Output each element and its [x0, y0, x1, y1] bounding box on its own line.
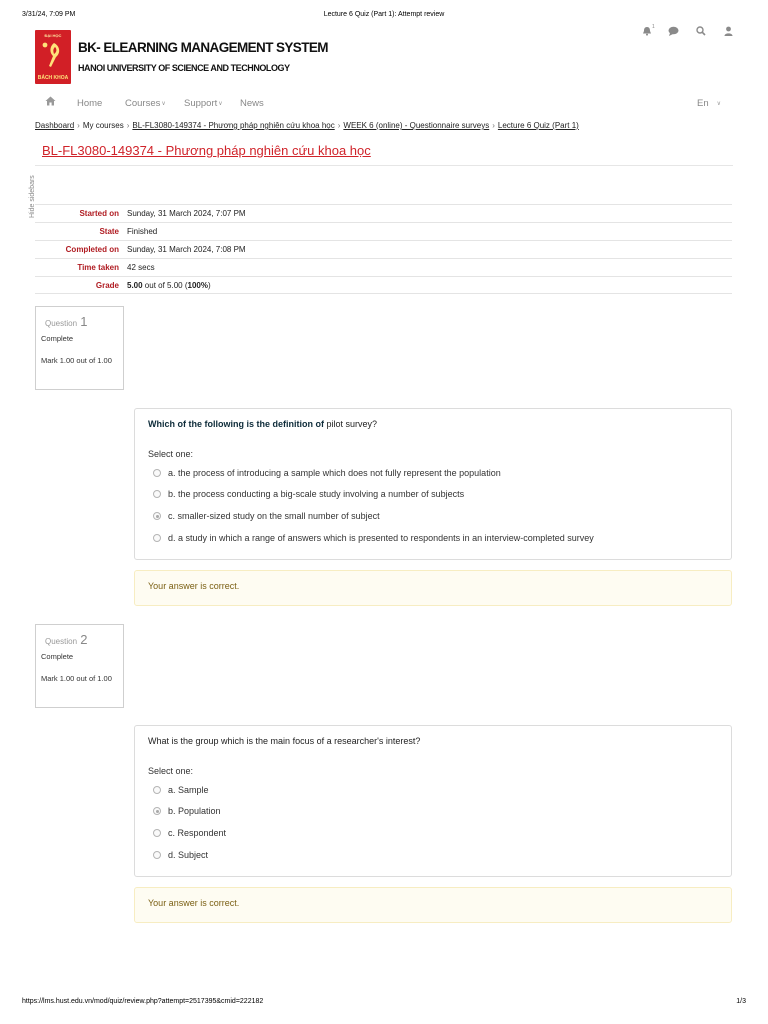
question-text — [148, 419, 377, 429]
select-one-label: Select one: — [148, 766, 194, 776]
print-header — [22, 11, 746, 23]
nav-home[interactable]: Home — [77, 98, 103, 109]
completed-label: Completed on — [65, 245, 119, 254]
question-info — [35, 306, 124, 390]
question-number-value: 2 — [80, 632, 88, 647]
breadcrumb-separator: › — [492, 121, 495, 130]
hide-sidebars-label: Hide sidebars — [29, 175, 36, 218]
grade-score: 5.00 — [127, 281, 143, 290]
answer-text: a. the process of introducing a sample which does not fully represent the population — [168, 468, 501, 478]
summary-row-started — [35, 204, 732, 222]
state-value: Finished — [127, 227, 158, 236]
radio-button-selected[interactable] — [153, 807, 161, 815]
breadcrumb-quiz[interactable]: Lecture 6 Quiz (Part 1) — [497, 121, 579, 130]
summary-row-grade — [35, 276, 732, 294]
nav-courses[interactable] — [125, 98, 166, 109]
chevron-down-icon: ∨ — [716, 101, 722, 107]
nav-news[interactable]: News — [240, 98, 264, 109]
user-icon[interactable] — [724, 26, 738, 40]
summary-row-completed — [35, 240, 732, 258]
torch-icon — [41, 40, 65, 70]
print-url: https://lms.hust.edu.vn/mod/quiz/review.php?attempt=2517395&cmid=222182 — [22, 998, 264, 1005]
search-icon[interactable] — [696, 26, 710, 40]
summary-row-time — [35, 258, 732, 276]
radio-button[interactable] — [153, 786, 161, 794]
site-subtitle: HANOI UNIVERSITY OF SCIENCE AND TECHNOLOGY — [78, 63, 290, 73]
answer-text: d. Subject — [168, 850, 209, 860]
attempt-summary-table — [35, 204, 732, 294]
nav-courses-label: Courses — [125, 98, 161, 109]
language-selector[interactable] — [697, 98, 721, 109]
state-label: State — [99, 227, 119, 236]
nav-support[interactable] — [184, 98, 223, 109]
breadcrumb-separator: › — [77, 121, 80, 130]
divider — [35, 165, 733, 166]
feedback-text: Your answer is correct. — [148, 898, 240, 908]
question-content — [134, 408, 732, 560]
answer-text: b. the process conducting a big-scale study involving a number of subjects — [168, 489, 465, 499]
grade-value — [127, 281, 211, 290]
summary-row-state — [35, 222, 732, 240]
question-text-rest: What is the group which is the main focus of a researcher's interest? — [148, 736, 421, 746]
hust-logo — [35, 30, 71, 84]
print-footer — [22, 998, 746, 1010]
answer-text: c. Respondent — [168, 828, 227, 838]
home-icon[interactable] — [45, 96, 57, 108]
answer-feedback — [134, 887, 732, 923]
chevron-down-icon: ∨ — [218, 101, 223, 107]
logo-bottom-text: BÁCH KHOA — [37, 75, 69, 81]
completed-value: Sunday, 31 March 2024, 7:08 PM — [127, 245, 246, 254]
question-content — [134, 725, 732, 877]
question-number — [45, 314, 88, 329]
radio-button[interactable] — [153, 490, 161, 498]
question-text-rest: pilot survey? — [323, 419, 378, 429]
radio-button[interactable] — [153, 851, 161, 859]
grade-percent: 100% — [187, 281, 208, 290]
breadcrumb — [35, 121, 738, 130]
breadcrumb-separator: › — [337, 121, 341, 130]
radio-button[interactable] — [153, 469, 161, 477]
chevron-down-icon: ∨ — [161, 101, 166, 107]
language-label: En — [697, 98, 709, 109]
question-info — [35, 624, 124, 708]
answer-text: d. a study in which a range of answers which is presented to respondents in an interview-completed survey — [168, 533, 594, 543]
breadcrumb-dashboard[interactable]: Dashboard — [35, 121, 75, 130]
grade-out-of: out of 5.00 ( — [142, 281, 188, 290]
print-doc-title: Lecture 6 Quiz (Part 1): Attempt review — [323, 11, 445, 18]
notification-count: 1 — [652, 24, 655, 30]
select-one-label: Select one: — [148, 449, 194, 459]
question-label: Question — [45, 319, 78, 328]
time-taken-label: Time taken — [77, 263, 119, 272]
radio-button-selected[interactable] — [153, 512, 161, 520]
question-label: Question — [45, 637, 78, 646]
question-state: Complete — [41, 334, 74, 343]
answer-text: c. smaller-sized study on the small number of subject — [168, 511, 380, 521]
breadcrumb-week[interactable]: WEEK 6 (online) - Questionnaire surveys — [343, 121, 490, 130]
logo-top-text: ĐẠI HỌC — [44, 33, 62, 38]
grade-close: ) — [207, 281, 211, 290]
answer-feedback — [134, 570, 732, 606]
breadcrumb-separator: › — [126, 121, 130, 130]
question-text — [148, 736, 420, 746]
user-toolbar — [628, 26, 728, 40]
question-number-value: 1 — [80, 314, 88, 329]
question-mark: Mark 1.00 out of 1.00 — [41, 674, 112, 683]
breadcrumb-course[interactable]: BL-FL3080-149374 - Phương pháp nghiên cứu khoa học — [132, 121, 335, 130]
answer-text: a. Sample — [168, 785, 209, 795]
question-text-bold: Which of the following is the definition of — [148, 419, 324, 429]
question-mark: Mark 1.00 out of 1.00 — [41, 356, 112, 365]
breadcrumb-my-courses: My courses — [82, 121, 124, 130]
time-taken-value: 42 secs — [127, 263, 155, 272]
print-datetime: 3/31/24, 7:09 PM — [22, 11, 76, 18]
bell-icon[interactable] — [642, 26, 656, 40]
chat-icon[interactable] — [668, 26, 682, 40]
question-number — [45, 632, 88, 647]
site-brand[interactable] — [35, 30, 395, 84]
print-page-number: 1/3 — [736, 998, 746, 1005]
started-value: Sunday, 31 March 2024, 7:07 PM — [127, 209, 246, 218]
question-state: Complete — [41, 652, 74, 661]
radio-button[interactable] — [153, 534, 161, 542]
grade-label: Grade — [95, 281, 119, 290]
radio-button[interactable] — [153, 829, 161, 837]
answer-text: b. Population — [168, 806, 221, 816]
site-title: BK- ELEARNING MANAGEMENT SYSTEM — [78, 40, 328, 55]
course-heading-link[interactable]: BL-FL3080-149374 - Phương pháp nghiên cứu khoa học — [42, 143, 371, 158]
started-label: Started on — [79, 209, 119, 218]
nav-support-label: Support — [184, 98, 218, 109]
main-navbar — [36, 96, 732, 112]
feedback-text: Your answer is correct. — [148, 581, 240, 591]
